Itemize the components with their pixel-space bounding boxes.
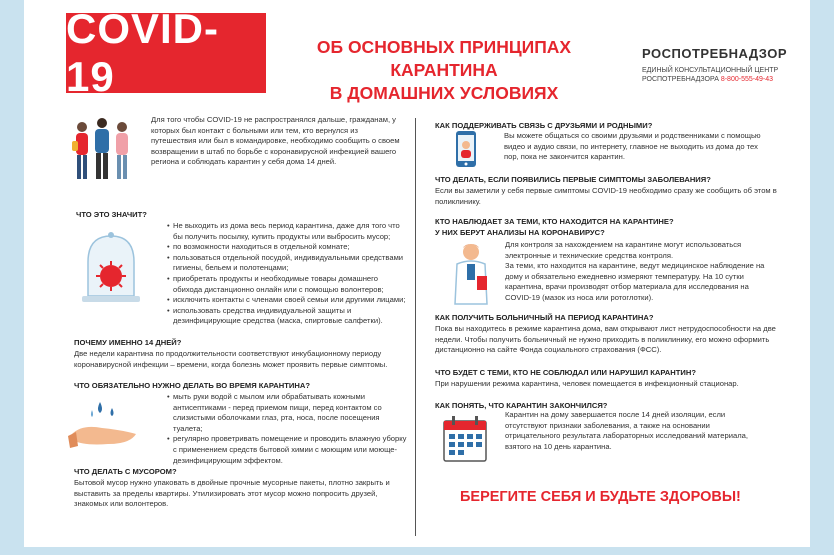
monitor-text-1: Для контроля за нахождением на карантине могут использоваться электронные и технические средства контроля. <box>505 240 742 260</box>
org-subtitle <box>642 66 812 84</box>
end-text: Карантин на дому завершается после 14 дней изоляции, если отсутствуют признаки заболевания, а также на основании отрицательного результата лабораторных исследований материала, взятого на 10 день карантина. <box>505 410 748 451</box>
doctor-icon <box>447 240 495 306</box>
list-item: • пользоваться отдельной посудой, индивидуальными средствами гигиены, бельем и полотенцами; <box>167 253 407 274</box>
intro-text: Для того чтобы COVID-19 не распространялся дальше, гражданам, у которых был контакт с больными или тем, кто вернулся из путешествия или был в командировке, необходимо сообщить о своем возвращении в штаб по борьбе с коронавирусной инфекцией вашего региона и соблюдать карантин у себя дома 14 дней. <box>151 115 400 167</box>
org-block <box>642 46 812 84</box>
trash-text: Бытовой мусор нужно упаковать в двойные прочные мусорные пакеты, плотно закрыть и выставить за пределы квартиры. Утилизировать этот мусор можно попросить друзей, знакомых или волонтеров. <box>74 478 390 509</box>
org-sub-line-2: РОСПОТРЕБНАДЗОРА <box>642 76 719 83</box>
people-icon <box>68 113 136 185</box>
end-heading: КАК ПОНЯТЬ, ЧТО КАРАНТИН ЗАКОНЧИЛСЯ? <box>435 401 608 410</box>
covid-badge-text: COVID-19 <box>66 5 219 100</box>
phone-icon <box>452 130 480 170</box>
monitor-text-2: За теми, кто находится на карантине, ведут медицинское наблюдение на дому и обязательно ежедневно измеряют температуру. На 10 сутки карантина, врачи производят отбор материала для исследования на COVID-19 (мазок из носа или ротоглотки). <box>505 261 765 302</box>
why14-text: Две недели карантина по продолжительности соответствуют инкубационному периоду коронавирусной инфекции – времени, когда болезнь может проявить первые симптомы. <box>74 349 388 369</box>
monitor-heading-line-2: У НИХ БЕРУТ АНАЛИЗЫ НА КОРОНАВИРУС? <box>435 227 605 237</box>
footer-slogan: БЕРЕГИТЕ СЕБЯ И БУДЬТЕ ЗДОРОВЫ! <box>460 489 741 505</box>
page-title <box>274 36 614 105</box>
monitor-heading <box>435 217 674 238</box>
list-item: • мыть руки водой с мылом или обрабатывать кожными антисептиками - перед приемом пищи, перед контактом со слизистыми оболочками глаз, рта, носа, после посещения туалета; <box>167 392 407 434</box>
hand-wash-icon <box>68 400 140 450</box>
symptoms-heading: ЧТО ДЕЛАТЬ, ЕСЛИ ПОЯВИЛИСЬ ПЕРВЫЕ СИМПТОМЫ ЗАБОЛЕВАНИЯ? <box>435 175 711 184</box>
list-item: • использовать средства индивидуальной защиты и дезинфицирующие средства (маска, спиртовые салфетки). <box>167 306 407 327</box>
covid-badge <box>66 5 266 100</box>
org-sub-line-1: ЕДИНЫЙ КОНСУЛЬТАЦИОННЫЙ ЦЕНТР <box>642 67 779 74</box>
friends-heading: КАК ПОДДЕРЖИВАТЬ СВЯЗЬ С ДРУЗЬЯМИ И РОДНЫМИ? <box>435 121 653 130</box>
monitor-heading-line-1: КТО НАБЛЮДАЕТ ЗА ТЕМИ, КТО НАХОДИТСЯ НА КАРАНТИНЕ? <box>435 217 674 226</box>
symptoms-text: Если вы заметили у себя первые симптомы COVID-19 необходимо сразу же сообщить об этом в поликлинику. <box>435 186 777 206</box>
list-item: • регулярно проветривать помещение и проводить влажную уборку с применением средств бытовой химии с моющим или моюще-дезинфицирующим эффектом. <box>167 434 407 466</box>
list-item: • приобретать продукты и необходимые товары домашнего обихода дистанционно онлайн или с помощью волонтеров; <box>167 274 407 295</box>
calendar-icon <box>442 415 488 463</box>
hotline-phone: 8-800-555-49-43 <box>720 76 773 83</box>
header <box>24 0 810 102</box>
poster <box>24 0 810 547</box>
column-divider <box>415 118 416 536</box>
violation-text: При нарушении режима карантина, человек помещается в инфекционный стационар. <box>435 379 739 388</box>
title-line-1: ОБ ОСНОВНЫХ ПРИНЦИПАХ КАРАНТИНА <box>316 37 572 80</box>
list-item: • Не выходить из дома весь период карантина, даже для того что бы получить посылку, купить продукты или выбросить мусор; <box>167 221 407 242</box>
meaning-heading: ЧТО ЭТО ЗНАЧИТ? <box>76 210 147 219</box>
why14-heading: ПОЧЕМУ ИМЕННО 14 ДНЕЙ? <box>74 338 182 347</box>
sick-leave-text: Пока вы находитесь в режиме карантина дома, вам открывают лист нетрудоспособности на две недели. Чтобы получить больничный не нужно приходить в поликлинику, его можно оформить дистанционно на сайте Фонда социального страхования (ФСС). <box>435 324 776 355</box>
must-heading: ЧТО ОБЯЗАТЕЛЬНО НУЖНО ДЕЛАТЬ ВО ВРЕМЯ КАРАНТИНА? <box>74 381 310 390</box>
virus-under-dome-icon <box>78 230 144 306</box>
org-name: РОСПОТРЕБНАДЗОР <box>642 46 788 61</box>
friends-text: Вы можете общаться со своими друзьями и родственниками с помощью видео и аудио связи, по интернету, главное не выходить из дома до тех пор, пока не закончится карантин. <box>504 131 761 162</box>
sick-leave-heading: КАК ПОЛУЧИТЬ БОЛЬНИЧНЫЙ НА ПЕРИОД КАРАНТИНА? <box>435 313 654 322</box>
meaning-list <box>167 221 407 327</box>
violation-heading: ЧТО БУДЕТ С ТЕМИ, КТО НЕ СОБЛЮДАЛ ИЛИ НАРУШИЛ КАРАНТИН? <box>435 368 696 377</box>
list-item: • по возможности находиться в отдельной комнате; <box>167 242 407 253</box>
trash-heading: ЧТО ДЕЛАТЬ С МУСОРОМ? <box>74 467 177 476</box>
must-list <box>167 392 407 466</box>
title-line-2: В ДОМАШНИХ УСЛОВИЯХ <box>329 83 559 103</box>
list-item: • исключить контакты с членами своей семьи или другими лицами; <box>167 295 407 306</box>
